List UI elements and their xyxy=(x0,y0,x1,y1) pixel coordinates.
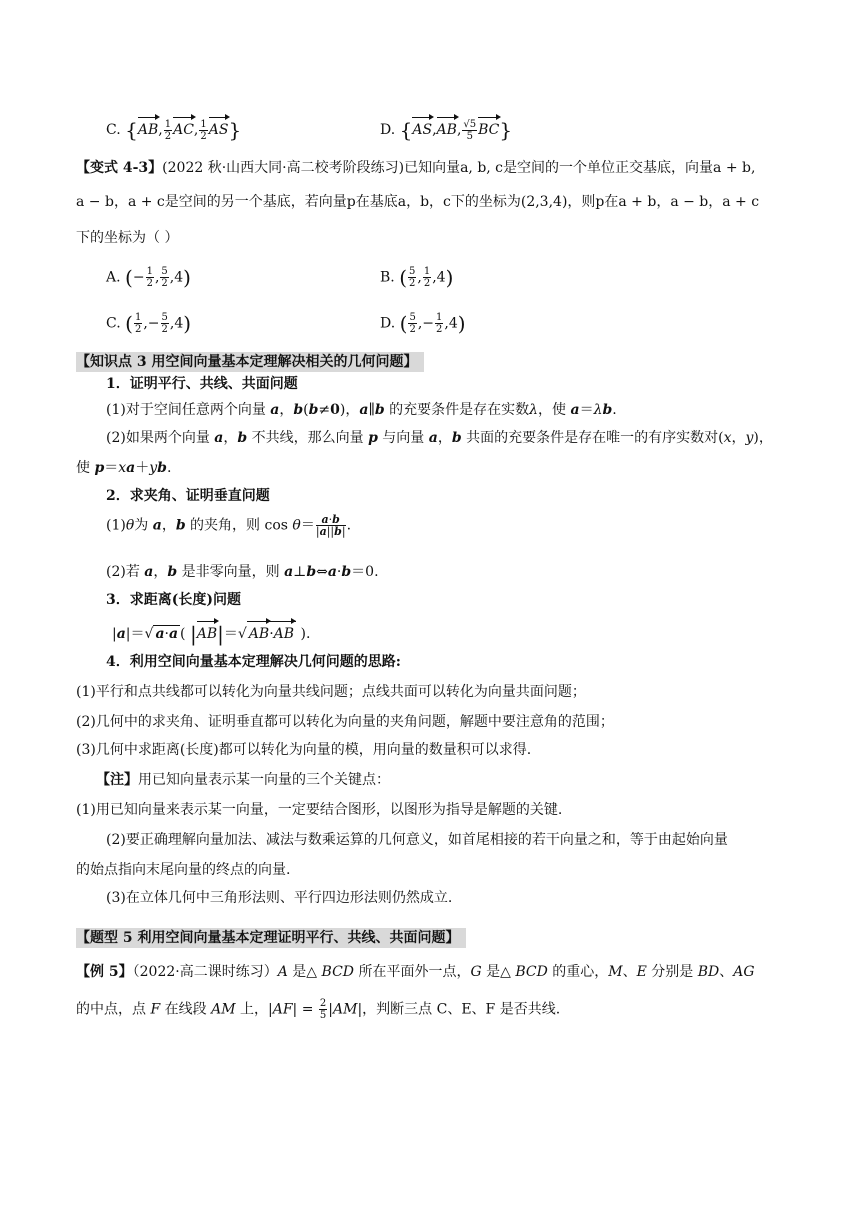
variant-option-b: B. ( $\frac{5}{2}$ , $\frac{1}{2}$ ,4) xyxy=(380,265,454,290)
option-letter: C. xyxy=(106,122,121,138)
option-c-top: C. {AB, $\frac{1}{2}$ AC, $\frac{1}{2}$ AS} xyxy=(106,118,242,142)
variant-tag: 【变式 4-3】 xyxy=(76,160,163,176)
section-4-item-2: (2)几何中的求夹角、证明垂直都可以转化为向量的夹角问题，解题中要注意角的范围； xyxy=(76,714,614,730)
section-1-item-2: (2)如果两个向量 a，b 不共线，那么向量 p 与向量 a，b 共面的充要条件是存在唯一的有序实数对(x，y)， xyxy=(106,430,773,446)
section-4-item-3: (3)几何中求距离(长度)都可以转化为向量的模，用向量的数量积可以求得. xyxy=(76,742,532,758)
section-4-title: 4．利用空间向量基本定理解决几何问题的思路: xyxy=(106,654,401,670)
section-2-item-1: (1)θ为 a，b 的夹角，则 cos θ＝ $\frac{a\cdot b}{|a||b|}$ . xyxy=(106,513,352,538)
knowledge-header: 【知识点 3 用空间向量基本定理解决相关的几何问题】 xyxy=(76,352,424,372)
variant-line-1 xyxy=(76,158,755,178)
example-question: ，判断三点 C、E、F 是否共线. xyxy=(362,1001,561,1018)
example-source: （2022·高二课时练习） xyxy=(132,964,278,980)
note-item-1: (1)用已知向量来表示某一向量，一定要结合图形，以图形为指导是解题的关键. xyxy=(76,802,563,818)
note-line xyxy=(96,770,390,790)
note-tag: 【注】 xyxy=(96,772,138,788)
note-text: 用已知向量表示某一向量的三个关键点： xyxy=(138,772,390,788)
variant-option-d: D. ( $\frac{5}{2}$ ,− $\frac{1}{2}$ ,4) xyxy=(380,311,466,336)
variant-source: (2022 秋·山西大同·高二校考阶段练习) xyxy=(162,160,405,176)
section-4-item-1: (1)平行和点共线都可以转化为向量共线问题；点线共面可以转化为向量共面问题； xyxy=(76,684,586,700)
variant-line-3: 下的坐标为（ ） xyxy=(76,230,179,246)
section-1-item-2-cont: 使 p＝xa＋yb. xyxy=(76,460,172,476)
variant-text: 已知向量a, b, c是空间的一个单位正交基底，向量a + b, xyxy=(404,160,756,176)
section-1-item-1: (1)对于空间任意两个向量 a，b(b≠0)，a∥b 的充要条件是存在实数λ，使 a＝λb. xyxy=(106,402,617,418)
variant-option-a: A. (− $\frac{1}{2}$ , $\frac{5}{2}$ ,4) xyxy=(106,265,191,290)
section-1-title: 1．证明平行、共线、共面问题 xyxy=(106,376,298,392)
type-header: 【题型 5 利用空间向量基本定理证明平行、共线、共面问题】 xyxy=(76,928,466,948)
example-line-2: 的中点，点 F 在线段 AM 上，|AF| = $\frac{2}{5}$ |AM|，判断三点 C、E、F 是否共线. xyxy=(76,998,561,1021)
variant-option-c: C. ( $\frac{1}{2}$ ,− $\frac{5}{2}$ ,4) xyxy=(106,311,192,336)
section-3-title: 3．求距离(长度)问题 xyxy=(106,592,241,608)
example-tag: 【例 5】 xyxy=(76,964,133,980)
section-2-item-2: (2)若 a，b 是非零向量，则 a⊥b⇔a·b＝0. xyxy=(106,564,379,580)
note-item-2-cont: 的始点指向末尾向量的终点的向量. xyxy=(76,862,291,878)
note-item-3: (3)在立体几何中三角形法则、平行四边形法则仍然成立. xyxy=(106,890,453,906)
note-item-2: (2)要正确理解向量加法、减法与数乘运算的几何意义，如首尾相接的若干向量之和，等于由起始向量 xyxy=(106,832,728,848)
option-d-top: D. {AS,AB, $\frac{√5}{5}$ BC} xyxy=(380,118,513,142)
example-line-1: 【例 5】（2022·高二课时练习）A 是△ BCD 所在平面外一点，G 是△ BCD 的重心，M、E 分别是 BD、AG xyxy=(76,964,755,980)
variant-line-2: a − b，a + c是空间的另一个基底，若向量p在基底a，b，c下的坐标为(2,3,4)，则p在a + b，a − b，a + c xyxy=(76,194,760,210)
section-3-formula: |a|＝√ a·a ( |AB|＝√ AB·AB ). xyxy=(112,622,311,646)
section-2-title: 2．求夹角、证明垂直问题 xyxy=(106,488,270,504)
option-letter: D. xyxy=(380,122,396,138)
